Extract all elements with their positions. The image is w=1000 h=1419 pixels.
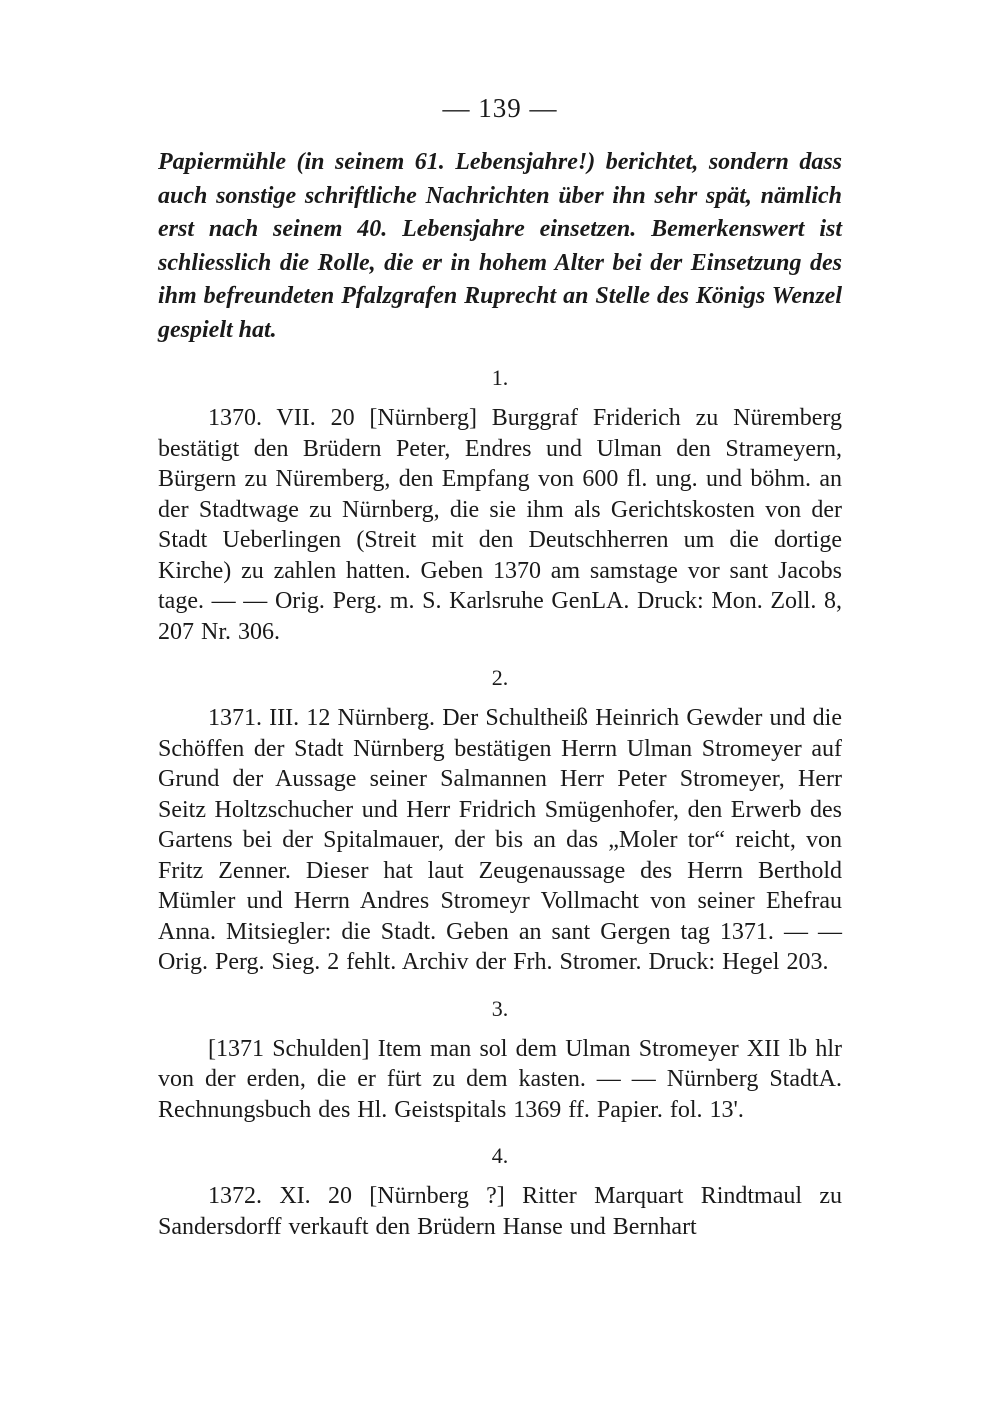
entry-3 — [158, 994, 842, 1126]
entry-text: 1372. XI. 20 [Nürnberg ?] Ritter Marquart Rindtmaul zu Sandersdorff verkauft den Brüdern Hanse und Bernhart — [158, 1183, 842, 1240]
entry-number: 2. — [491, 665, 509, 690]
entry-number: 1. — [491, 365, 509, 390]
entry-4 — [158, 1141, 842, 1242]
document-page — [158, 88, 842, 1242]
entry-2 — [158, 663, 842, 978]
entry-1 — [158, 363, 842, 647]
entry-number: 3. — [491, 995, 509, 1021]
entry-text: 1370. VII. 20 [Nürnberg] Burggraf Friderich zu Nüremberg bestätigt den Brüdern Peter, Endres und Ulman den Strameyern, Bürgern zu Nüremberg, den Empfang von 600 fl. ung. und böhm. an der Stadtwage zu Nürnberg, die sie ihm als Gerichtskosten von der Stadt Ueberlingen (Streit mit den Deutschherren um die dortige Kirche) zu zahlen hatten. Geben 1370 am samstage vor sant Jacobs tage. — — Orig. Perg. m. S. Karlsruhe GenLA. Druck: Mon. Zoll. 8, 207 Nr. 306. — [158, 405, 842, 645]
page-number: — 139 — — [442, 93, 558, 123]
entry-text: [1371 Schulden] Item man sol dem Ulman Stromeyer XII lb hlr von der erden, die er fürt zu dem kasten. — — Nürnberg StadtA. Rechnungsbuch des Hl. Geistspitals 1369 ff. Papier. fol. 13'. — [158, 1035, 842, 1123]
entry-number: 4. — [491, 1143, 509, 1168]
intro-paragraph: Papiermühle (in seinem 61. Lebensjahre!) berichtet, sondern dass auch sonstige schriftliche Nachrichten über ihn sehr spät, nämlich erst nach seinem 40. Lebensjahre einsetzen. Bemerkenswert ist schliesslich die Rolle, die er in hohem Alter bei der Einsetzung des ihm befreundeten Pfalzgrafen Ruprecht an Stelle des Königs Wenzel gespielt hat. — [158, 149, 842, 343]
entry-text: 1371. III. 12 Nürnberg. Der Schultheiß Heinrich Gewder und die Schöffen der Stadt Nürnberg bestätigen Herrn Ulman Stromeyer auf Grund der Aussage seiner Salmannen Herr Peter Stromeyer, Herr Seitz Holtzschucher und Herr Fridrich Smügenhofer, den Erwerb des Gartens bei der Spitalmauer, der bis an das „Moler tor“ reicht, von Fritz Zenner. Dieser hat laut Zeugenaussage des Herrn Berthold Mümler und Herrn Andres Stromeyr Vollmacht von seiner Ehefrau Anna. Mitsiegler: die Stadt. Geben an sant Gergen tag 1371. — — Orig. Perg. Sieg. 2 fehlt. Archiv der Frh. Stromer. Druck: Hegel 203. — [158, 705, 842, 975]
